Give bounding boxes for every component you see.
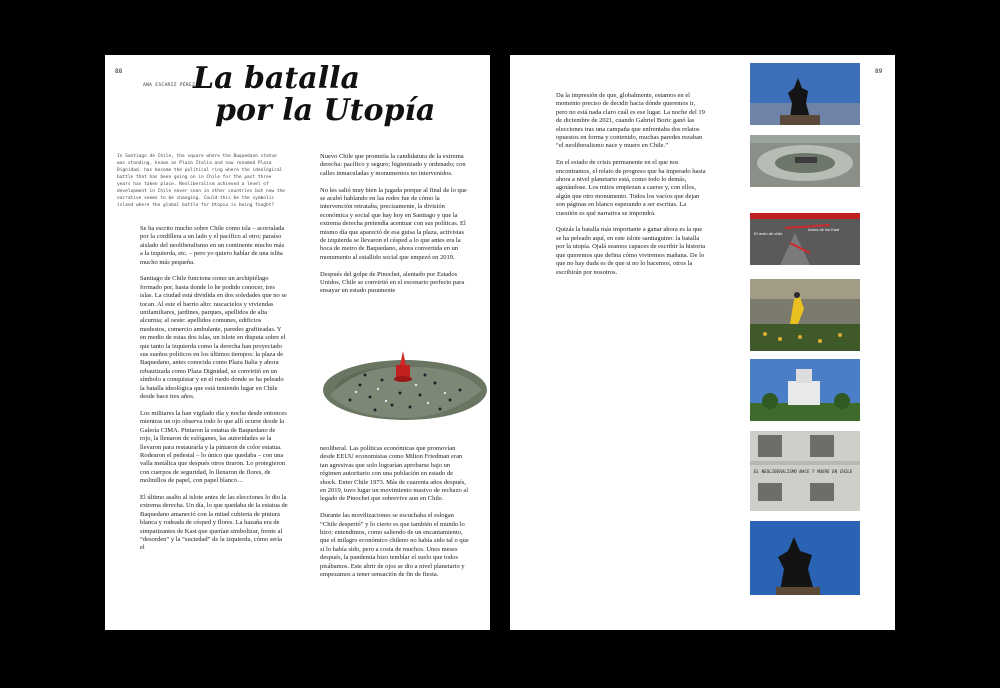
paragraph: Después del golpe de Pinochet, alentado por Estados Unidos, Chile se convirtió en el escenario perfecto para ensayar un estado puramente (320, 270, 465, 295)
paragraph: Nuevo Chile que prometía la candidatura de la extrema derecha: pacífico y seguro; higienizado y ordenado; con calles inmaculadas y monumentos no intervenidos. (320, 153, 466, 177)
paragraph: No les salió muy bien la jugada porque al final de lo que se acabó hablando en las redes fue de cómo la intervención retrataba, precisamente, la división económica y social que hay hoy en Santiago y que la extrema derecha pretendía acentuar con sus políticas. El mismo día que apareció de esa guisa la plaza, activistas de izquierda se llevaron el césped a lo que antes era la boca de metro de Baquedano, ahora convertida en un monumento al estallido social que empezó en 2019. (320, 186, 467, 261)
statue-photo-2 (750, 521, 860, 595)
paragraph: Santiago de Chile funciona como un archipiélago formado por, hasta donde lo he podido conocer, tres islas. La ciudad está dividida en dos soledades que no se tocan. Al este el barrio alto: rascacielos y viviendas unifamiliares, jardines, parques, apellidos de alta alcurnia; al oeste: apellidos comunes, edificios modestos, comercio ambulante, paredes grafiteadas. Y en medio de estas dos islas, un islote en disputa sobre el que tanto la izquierda como la derecha han proyectado sus sueños políticos en los últimos tiempos: la plaza de Baquedano, antes conocida como Plaza Italia y ahora rebautizada como Plaza Dignidad, se convirtió en un símbolo a conquistar y en el ruedo donde se ha peleado la batalla ideológica que está teniendo lugar en Chile desde hace tres años. (140, 275, 287, 401)
page-number-left: 88 (115, 68, 123, 75)
paragraph: neoliberal. Las políticas económicas que promovían desde EEUU economistas como Milton Friedman eran tan agresivas que solo lograrían aprobarse bajo un régimen autoritario con una población en estado de shock. Enter Chile 1973. Más de cuarenta años después, en 2019, tuvo lugar un movimiento masivo de rechazo al legado de Pinochet que sobrevive aun en Chile. (320, 445, 469, 503)
right-page (510, 55, 895, 630)
graffiti-text: EL NEOLIBERALISMO NACE Y MUERE EN CHILE (754, 469, 853, 474)
gardening-protest-photo (750, 279, 860, 351)
left-column-1 (140, 225, 288, 561)
paragraph: Quizás la batalla más importante a ganar ahora es la que se ha peleado aquí, en este islote santiaguino: la batalla por la utopía. Ojalá seamos capaces de escribir la historia que queremos que defina cómo viviremos mañana. De lo que no hay duda es de que si no lo hacemos, otros la escribirán por nosotros. (556, 226, 706, 276)
article-title-line2: por la Utopía (215, 93, 436, 128)
white-pedestal-photo (750, 359, 860, 421)
annotated-map-photo (750, 213, 860, 265)
paragraph: Durante las movilizaciones se escuchaba el eslogan “Chile despertó” y lo cierto es que también el mundo lo hizo: entendimos, como saliendo de un encantamiento, que el milagro económico chileno no había sido tal o que si lo había sido, pero a costa de muchos. Unos meses después, la pandemia hizo temblar el suelo que todos pisábamos. Este abrir de ojos se dio a nivel planetario y empezamos a tener sensación de fin de fiesta. (320, 512, 469, 579)
paragraph: Se ha escrito mucho sobre Chile como isla – acorralada por la cordillera a un lado y el pacífico al otro; paraíso aislado del neoliberalismo en un continente mucho más a la izquierda, etc. – pero yo quiero hablar de una islita mucho más pequeña. (140, 225, 285, 266)
plaza-overhead-photo (750, 135, 860, 187)
left-column-2-top (320, 153, 470, 304)
author-byline: ANA ESCARIZ PÉREZ (143, 83, 196, 88)
left-column-2-bottom (320, 445, 470, 588)
statue-photo-1 (750, 63, 860, 125)
paragraph: En el estado de crisis permanente en el que nos encontramos, el relato de progreso que ha imperado hasta ahora a nivel planetario está, como todo lo demás, agotándose. Los mitos empiezan a caerse y, con ellos, algún que otro monumento. Todos los vacíos que dejan son páginas en blanco esperando a ser escritas. La cuestión es qué narrativa se impondrá. (556, 159, 706, 217)
graffiti-wall-photo (750, 431, 860, 511)
left-page (105, 55, 490, 630)
photo-label-rest-of-chile: El resto de chile (754, 231, 783, 236)
photo-label-kast: Autos de los Kast (808, 227, 840, 232)
paragraph: Da la impresión de que, globalmente, estamos en el momento preciso de decidir hacia dónde queremos ir, pero no está nada claro cuál es ese lugar. La noche del 19 de diciembre de 2021, cuando Gabriel Boric ganó las elecciones tras una campaña que enfrentaba dos relatos opuestos en forma y contenido, muchas paredes rezaban “el neoliberalismo nace y muere en Chile.” (556, 92, 705, 150)
page-number-right: 89 (875, 68, 883, 75)
article-title-line1: La batalla (193, 61, 360, 96)
paragraph: El último asalto al islote antes de las elecciones lo dio la extrema derecha. Un día, lo que quedaba de la estatua de Baquedano amaneció con la mitad cubierta de pintura blanca y rodeada de césped y flores. La hazaña era de simpatizantes de Kast que querían simbolizar, frente al “desorden” y la “suciedad” de la izquierda, cómo sería el (140, 493, 288, 552)
plaza-aerial-photo (320, 345, 490, 430)
english-abstract: In Santiago de Chile, the square where the Baquedano statue was standing, known as Plaza Italia and now renamed Plaza Dignidad, has become the political ring where the ideological battle that has been going on in Chile for the past three years has taken place. Neoliberalism achieved a level of development in Chile never seen in other countries but now the narrative seems to be changing. Could this be the symbolic island where the global battle for Utopia is being fought? (117, 154, 285, 208)
paragraph: Los militares la han vigilado día y noche desde entonces mientras un ojo observa todo lo que allí ocurre desde la Galería CIMA. Pintaron la estatua de Baquedano de rojo, la llenaron de eslóganes, las autoridades se la llevaron para restaurarla y la pintaron de color estatua. Rodearon el pedestal – lo único que quedaba – con una valla metálica que después otros tiraron. Lo protegieron con cuerpos de seguridad, lo llenaron de flores, de molinillos de papel, con papel blanco… (140, 409, 287, 485)
right-column (556, 92, 706, 285)
